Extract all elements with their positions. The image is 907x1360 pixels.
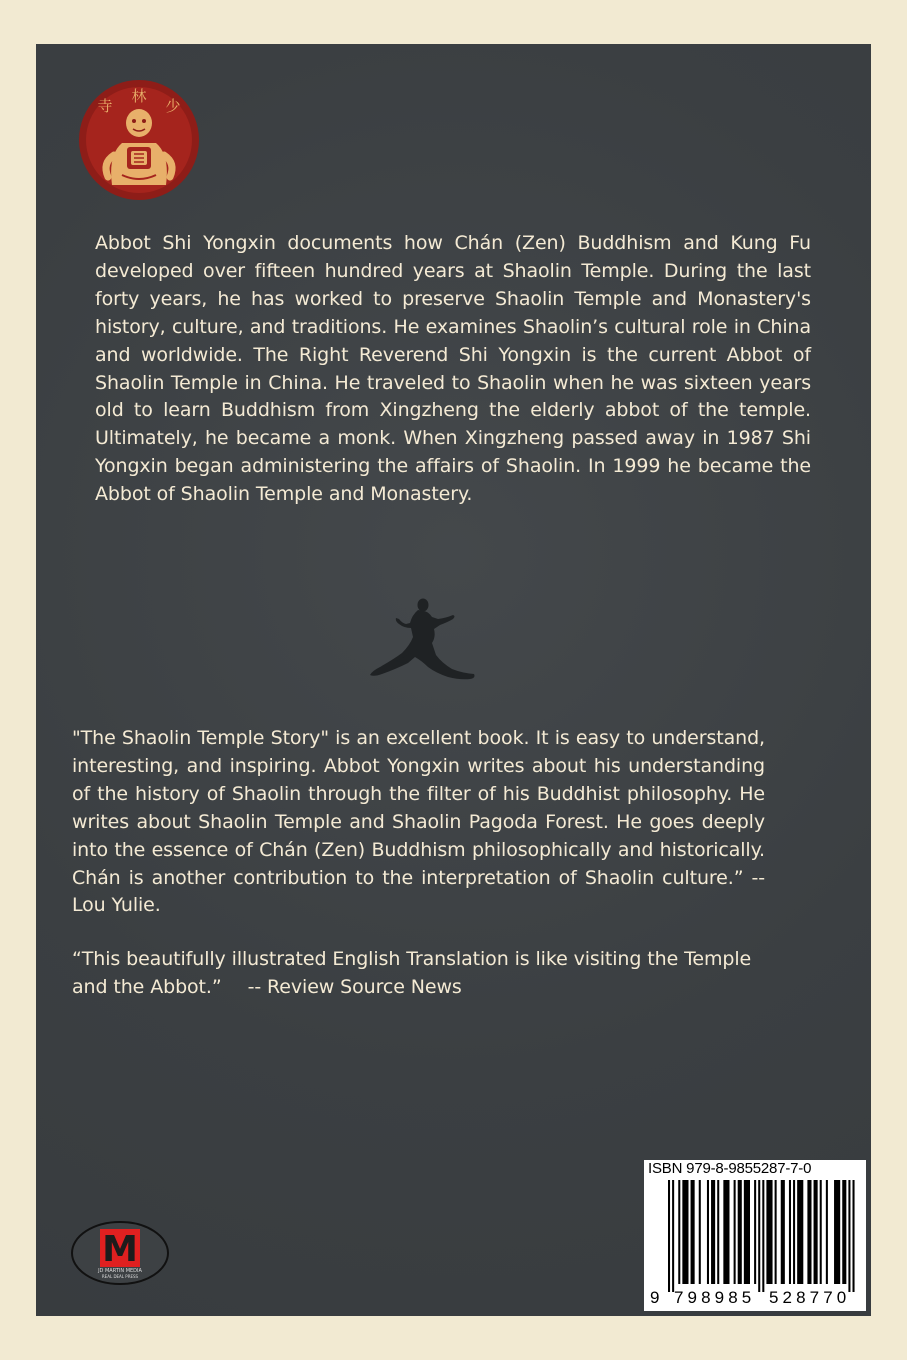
- barcode-bar: [734, 1180, 736, 1284]
- svg-text:M: M: [102, 1229, 138, 1270]
- back-cover-panel: [36, 44, 871, 1316]
- barcode-bar: [853, 1180, 855, 1292]
- barcode-bar: [766, 1180, 772, 1284]
- isbn-label: ISBN 979-8-9855287-7-0: [648, 1160, 812, 1177]
- kung-fu-fighter-silhouette-icon: [366, 597, 480, 683]
- review-quote-source-news: [72, 945, 772, 1001]
- barcode-bar: [826, 1180, 828, 1284]
- barcode-digits-left: 798985: [674, 1288, 756, 1307]
- review-quote-source: -- Review Source News: [247, 976, 462, 998]
- barcode-bar: [781, 1180, 785, 1284]
- barcode-bar: [707, 1180, 709, 1284]
- barcode-bar: [678, 1180, 680, 1284]
- publisher-logo-icon: [70, 1219, 170, 1287]
- svg-text:寺: 寺: [97, 97, 113, 115]
- barcode-bar: [834, 1180, 840, 1284]
- barcode-bar: [848, 1180, 850, 1292]
- barcode-digit-prefix: 9: [650, 1288, 660, 1307]
- barcode-bar: [717, 1180, 719, 1284]
- barcode-bar: [762, 1180, 764, 1292]
- barcode-bar: [699, 1180, 701, 1284]
- svg-text:少: 少: [165, 97, 181, 115]
- svg-text:JD MARTIN MEDIA: JD MARTIN MEDIA: [98, 1268, 142, 1274]
- barcode-bar: [820, 1180, 822, 1284]
- barcode-bar: [807, 1180, 811, 1284]
- barcode-bar: [723, 1180, 729, 1284]
- barcode-bar: [842, 1180, 846, 1284]
- isbn-barcode: [644, 1160, 866, 1311]
- barcode-bars: [666, 1180, 862, 1292]
- barcode-digits-right: 528770: [769, 1288, 851, 1307]
- barcode-bar: [672, 1180, 674, 1292]
- barcode-bar: [691, 1180, 695, 1284]
- barcode-bar: [754, 1180, 756, 1284]
- book-description: Abbot Shi Yongxin documents how Chán (Zen) Buddhism and Kung Fu developed over fifteen hundred years at Shaolin Temple. During the last forty years, he has worked to preserve Shaolin Temple and Monastery's history, culture, and traditions. He examines Shaolin’s cultural role in China and worldwide. The Right Reverend Shi Yongxin is the current Abbot of Shaolin Temple in China. He traveled to Shaolin when he was sixteen years old to learn Buddhism from Xingzheng the elderly abbot of the temple. Ultimately, he became a monk. When Xingzheng passed away in 1987 Shi Yongxin began administering the affairs of Shaolin. In 1999 he became the Abbot of Shaolin Temple and Monastery.: [95, 232, 811, 506]
- barcode-bar: [668, 1180, 670, 1292]
- shaolin-emblem-icon: [78, 79, 200, 201]
- barcode-bar: [711, 1180, 715, 1284]
- barcode-bar: [738, 1180, 742, 1284]
- barcode-bar: [744, 1180, 750, 1284]
- barcode-digits: [644, 1288, 866, 1310]
- review-quote-text: “This beautifully illustrated English Translation is like visiting the Temple and the Abbot.”: [72, 948, 752, 998]
- barcode-bar: [682, 1180, 688, 1284]
- barcode-bar: [789, 1180, 791, 1284]
- barcode-bar: [775, 1180, 777, 1284]
- barcode-bar: [797, 1180, 803, 1284]
- svg-text:林: 林: [131, 87, 147, 105]
- barcode-bar: [793, 1180, 795, 1284]
- barcode-bar: [814, 1180, 818, 1284]
- svg-text:REAL DEAL PRESS: REAL DEAL PRESS: [101, 1274, 139, 1279]
- review-quote-lou-yulie: "The Shaolin Temple Story" is an excellent book. It is easy to understand, interesting, and inspiring. Abbot Yongxin writes about his understanding of the history of Shaolin through the filter of his Buddhist philosophy. He writes about Shaolin Temple and Shaolin Pagoda Forest. He goes deeply into the essence of Chán (Zen) Buddhism philosophically and historically. Chán is another contribution to the interpretation of Shaolin culture.” --Lou Yulie.: [72, 727, 765, 917]
- barcode-bar: [758, 1180, 760, 1292]
